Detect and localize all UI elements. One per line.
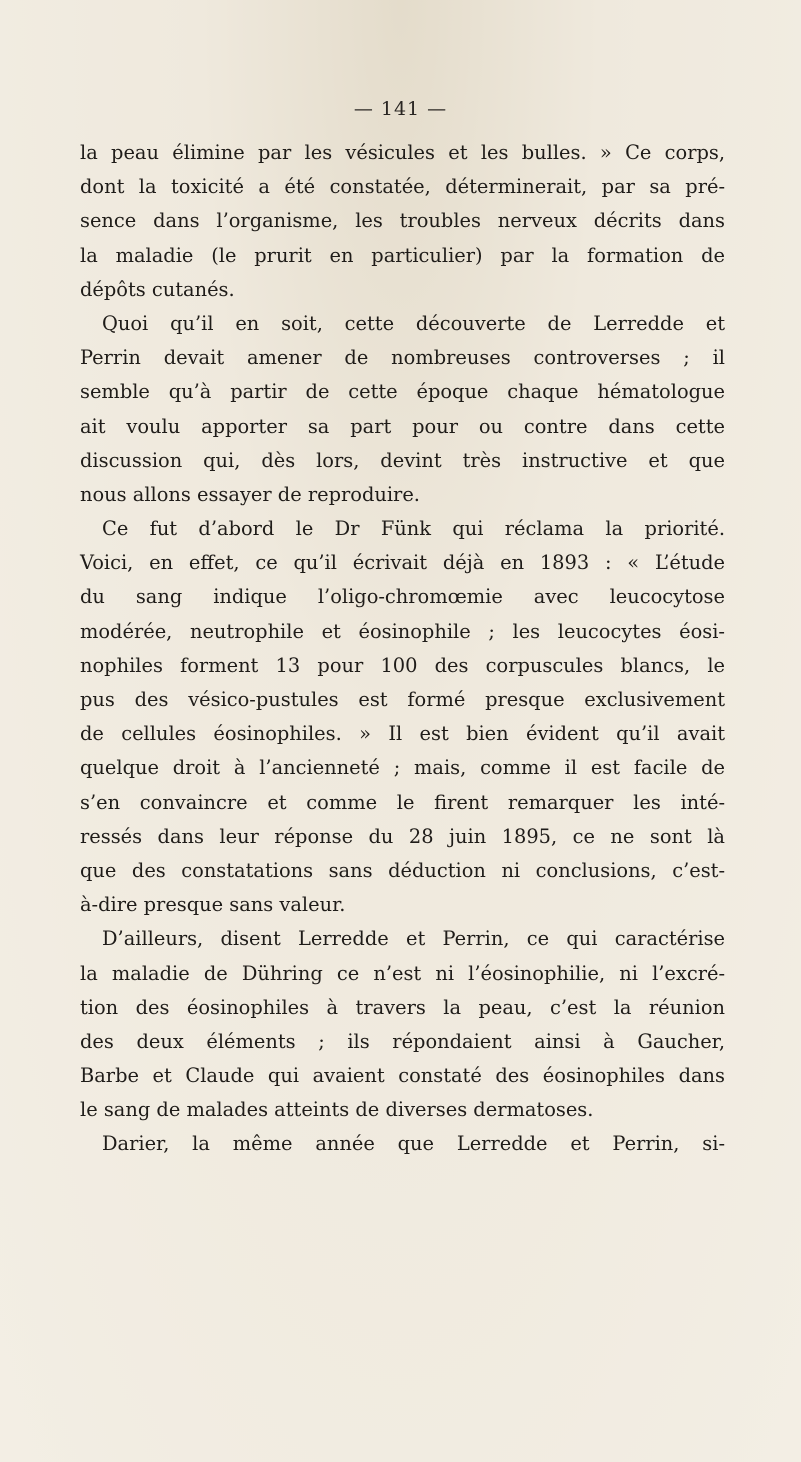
text-line: nophiles forment 13 pour 100 des corpuscules blancs, le: [80, 653, 725, 677]
text-line: sence dans l’organisme, les troubles nerveux décrits dans: [80, 209, 725, 233]
text-line: Barbe et Claude qui avaient constaté des éosinophiles dans: [80, 1064, 725, 1088]
text-line: Ce fut d’abord le Dr Fünk qui réclama la priorité.: [102, 517, 725, 541]
text-line: quelque droit à l’ancienneté ; mais, comme il est facile de: [80, 756, 725, 780]
text-line: D’ailleurs, disent Lerredde et Perrin, ce qui caractérise: [102, 927, 725, 951]
text-line: Perrin devait amener de nombreuses controverses ; il: [80, 346, 725, 370]
text-line: à-dire presque sans valeur.: [80, 893, 346, 917]
text-line: Darier, la même année que Lerredde et Perrin, si-: [102, 1132, 725, 1156]
text-line: Voici, en effet, ce qu’il écrivait déjà en 1893 : « L’étude: [80, 551, 725, 575]
text-line: semble qu’à partir de cette époque chaque hématologue: [80, 380, 725, 404]
text-line: la maladie (le prurit en particulier) par la formation de: [80, 243, 725, 267]
text-line: tion des éosinophiles à travers la peau, c’est la réunion: [80, 995, 725, 1019]
text-line: la maladie de Dühring ce n’est ni l’éosinophilie, ni l’excré-: [80, 961, 725, 985]
text-line: Quoi qu’il en soit, cette découverte de Lerredde et: [102, 311, 725, 335]
text-line: ressés dans leur réponse du 28 juin 1895, ce ne sont là: [80, 824, 725, 848]
text-line: que des constatations sans déduction ni conclusions, c’est-: [80, 858, 725, 882]
text-line: pus des vésico-pustules est formé presque exclusivement: [80, 688, 725, 711]
text-line: le sang de malades atteints de diverses dermatoses.: [80, 1098, 594, 1122]
text-line: ait voulu apporter sa part pour ou contre dans cette: [80, 414, 725, 438]
page-number: — 141 —: [353, 98, 448, 120]
text-line: s’en convaincre et comme le firent remarquer les inté-: [80, 790, 725, 814]
text-line: la peau élimine par les vésicules et les bulles. » Ce corps,: [80, 141, 725, 164]
text-line: des deux éléments ; ils répondaient ainsi à Gaucher,: [80, 1029, 725, 1053]
text-line: dont la toxicité a été constatée, déterminerait, par sa pré-: [80, 175, 725, 199]
text-line: du sang indique l’oligo-chromœmie avec leucocytose: [80, 585, 725, 609]
text-line: nous allons essayer de reproduire.: [80, 482, 420, 506]
text-line: modérée, neutrophile et éosinophile ; les leucocytes éosi-: [80, 619, 725, 643]
text-line: de cellules éosinophiles. » Il est bien évident qu’il avait: [80, 722, 725, 746]
text-line: dépôts cutanés.: [80, 277, 235, 301]
text-line: discussion qui, dès lors, devint très instructive et que: [80, 448, 725, 472]
body-text: [80, 136, 725, 1162]
